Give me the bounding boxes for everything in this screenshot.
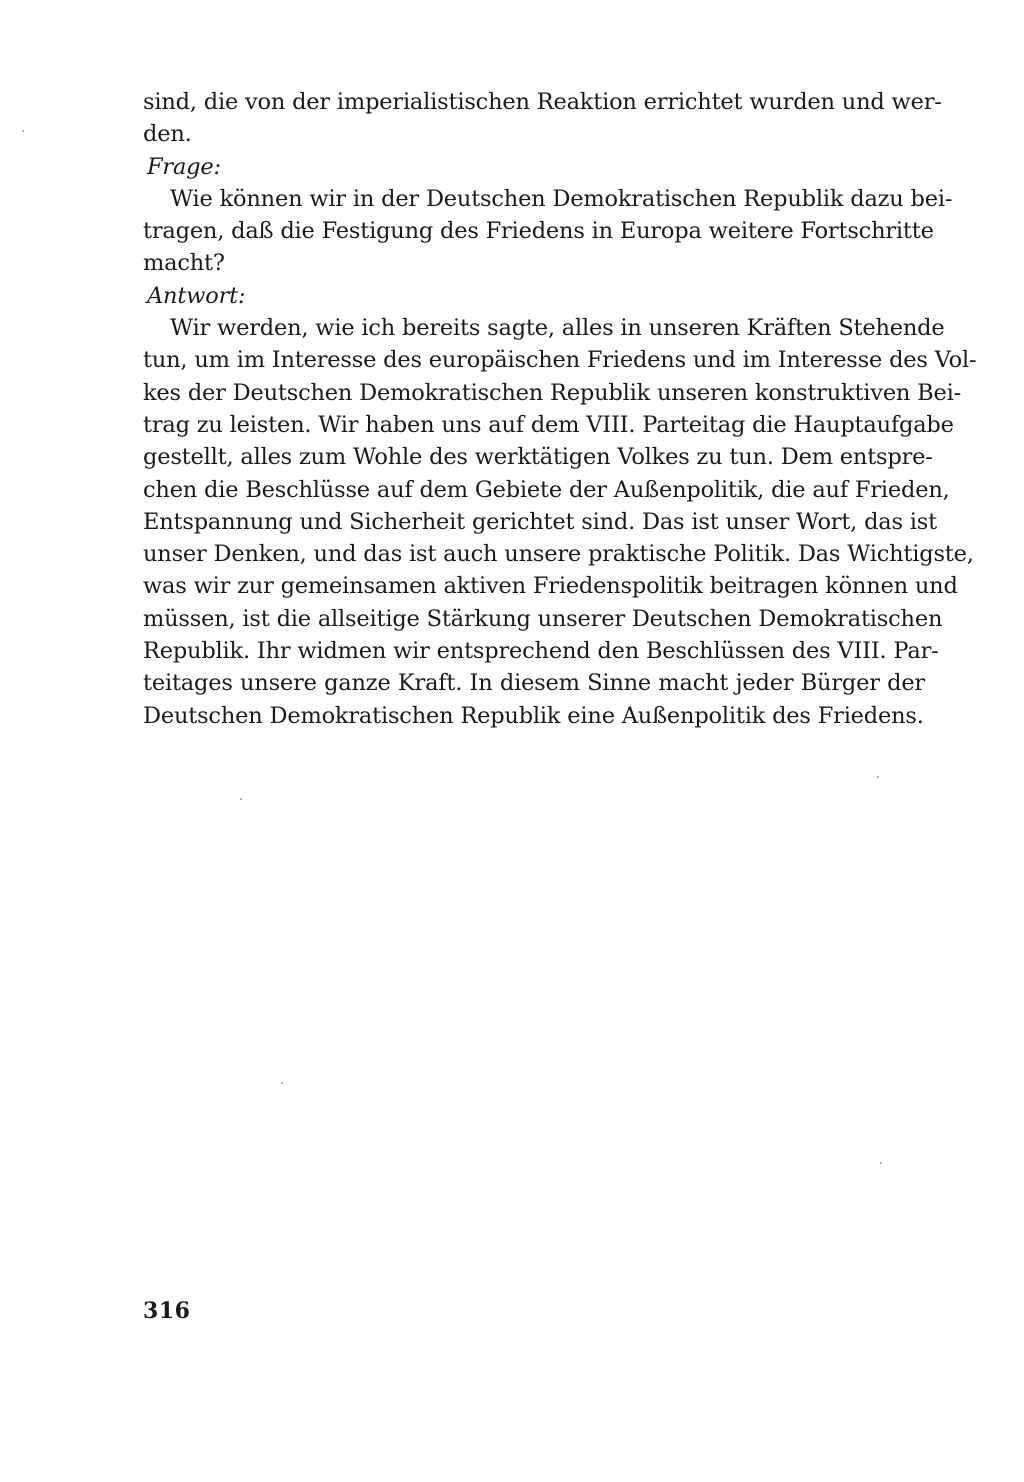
text-line: den. — [143, 121, 192, 148]
text-line: Republik. Ihr widmen wir entsprechend den Beschlüssen des VIII. Par- — [143, 638, 939, 665]
scan-speck — [877, 776, 879, 778]
text-line: Deutschen Demokratischen Republik eine Außenpolitik des Friedens. — [143, 702, 924, 729]
page-number: 316 — [143, 1298, 191, 1324]
text-line: trag zu leisten. Wir haben uns auf dem VIII. Parteitag die Hauptaufgabe — [143, 411, 954, 438]
text-line: was wir zur gemeinsamen aktiven Friedenspolitik beitragen können und — [143, 573, 958, 600]
text-line: unser Denken, und das ist auch unsere praktische Politik. Das Wichtigste, — [143, 541, 974, 568]
page-body — [143, 86, 977, 732]
question-label: Frage: — [147, 153, 221, 180]
text-line: sind, die von der imperialistischen Reaktion errichtet wurden und wer- — [143, 89, 942, 115]
text-line: Entspannung und Sicherheit gerichtet sind. Das ist unser Wort, das ist — [143, 508, 937, 535]
scan-speck — [281, 1082, 283, 1084]
text-line: gestellt, alles zum Wohle des werktätigen Volkes zu tun. Dem entspre- — [143, 444, 933, 471]
scan-speck — [240, 798, 242, 800]
text-line: tragen, daß die Festigung des Friedens in Europa weitere Fortschritte — [143, 218, 934, 245]
text-line: Wir werden, wie ich bereits sagte, alles in unseren Kräften Stehende — [170, 315, 945, 342]
scan-speck — [880, 1162, 882, 1164]
text-line: tun, um im Interesse des europäischen Friedens und im Interesse des Vol- — [143, 347, 977, 374]
text-line: müssen, ist die allseitige Stärkung unserer Deutschen Demokratischen — [143, 605, 943, 632]
text-line: teitages unsere ganze Kraft. In diesem Sinne macht jeder Bürger der — [143, 670, 925, 697]
text-line: macht? — [143, 250, 225, 277]
text-line: chen die Beschlüsse auf dem Gebiete der Außenpolitik, die auf Frieden, — [143, 476, 950, 503]
scan-speck — [22, 130, 24, 132]
text-line: Wie können wir in der Deutschen Demokratischen Republik dazu bei- — [170, 185, 953, 212]
text-line: kes der Deutschen Demokratischen Republik unseren konstruktiven Bei- — [143, 379, 962, 406]
answer-label: Antwort: — [147, 282, 246, 309]
